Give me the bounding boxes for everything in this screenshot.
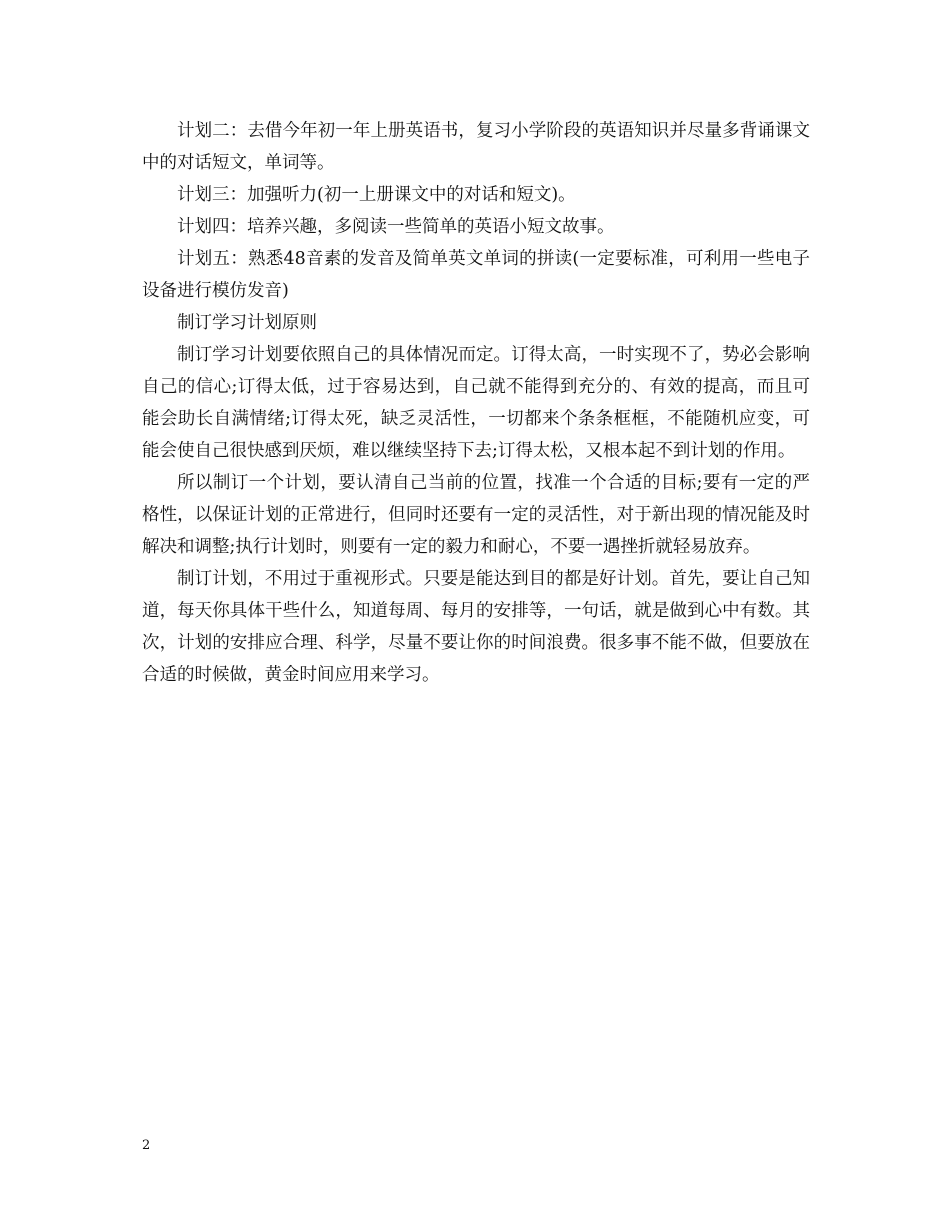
- section-heading: 制订学习计划原则: [177, 313, 317, 333]
- paragraph-principle-basis: 制订学习计划要依照自己的具体情况而定。订得太高，一时实现不了，势必会影响自己的信心;订得太低，过于容易达到，自己就不能得到充分的、有效的提高，而且可能会助长自满情绪;订得太死，缺乏灵活性，一切都来个条条框框，不能随机应变，可能会使自己很快感到厌烦，难以继续坚持下去;订得太松，又根本起不到计划的作用。: [142, 345, 810, 461]
- paragraph-plan-two: 计划二：去借今年初一年上册英语书，复习小学阶段的英语知识并尽量多背诵课文中的对话短文，单词等。: [142, 121, 810, 173]
- paragraph-principle-target: 所以制订一个计划，要认清自己当前的位置，找准一个合适的目标;要有一定的严格性，以保证计划的正常进行，但同时还要有一定的灵活性，对于新出现的情况能及时解决和调整;执行计划时，则要有一定的毅力和耐心，不要一遇挫折就轻易放弃。: [142, 473, 810, 557]
- paragraph-plan-three: 计划三：加强听力(初一上册课文中的对话和短文)。: [177, 185, 576, 205]
- paragraph-plan-four: 计划四：培养兴趣，多阅读一些简单的英语小短文故事。: [177, 217, 615, 237]
- page-number: 2: [142, 1138, 151, 1153]
- document-body: [142, 115, 810, 691]
- paragraph-principle-form: 制订计划，不用过于重视形式。只要是能达到目的都是好计划。首先，要让自己知道，每天你具体干些什么，知道每周、每月的安排等，一句话，就是做到心中有数。其次，计划的安排应合理、科学，尽量不要让你的时间浪费。很多事不能不做，但要放在合适的时候做，黄金时间应用来学习。: [142, 569, 810, 685]
- paragraph-plan-five: 计划五：熟悉48音素的发音及简单英文单词的拼读(一定要标准，可利用一些电子设备进行模仿发音): [142, 249, 810, 301]
